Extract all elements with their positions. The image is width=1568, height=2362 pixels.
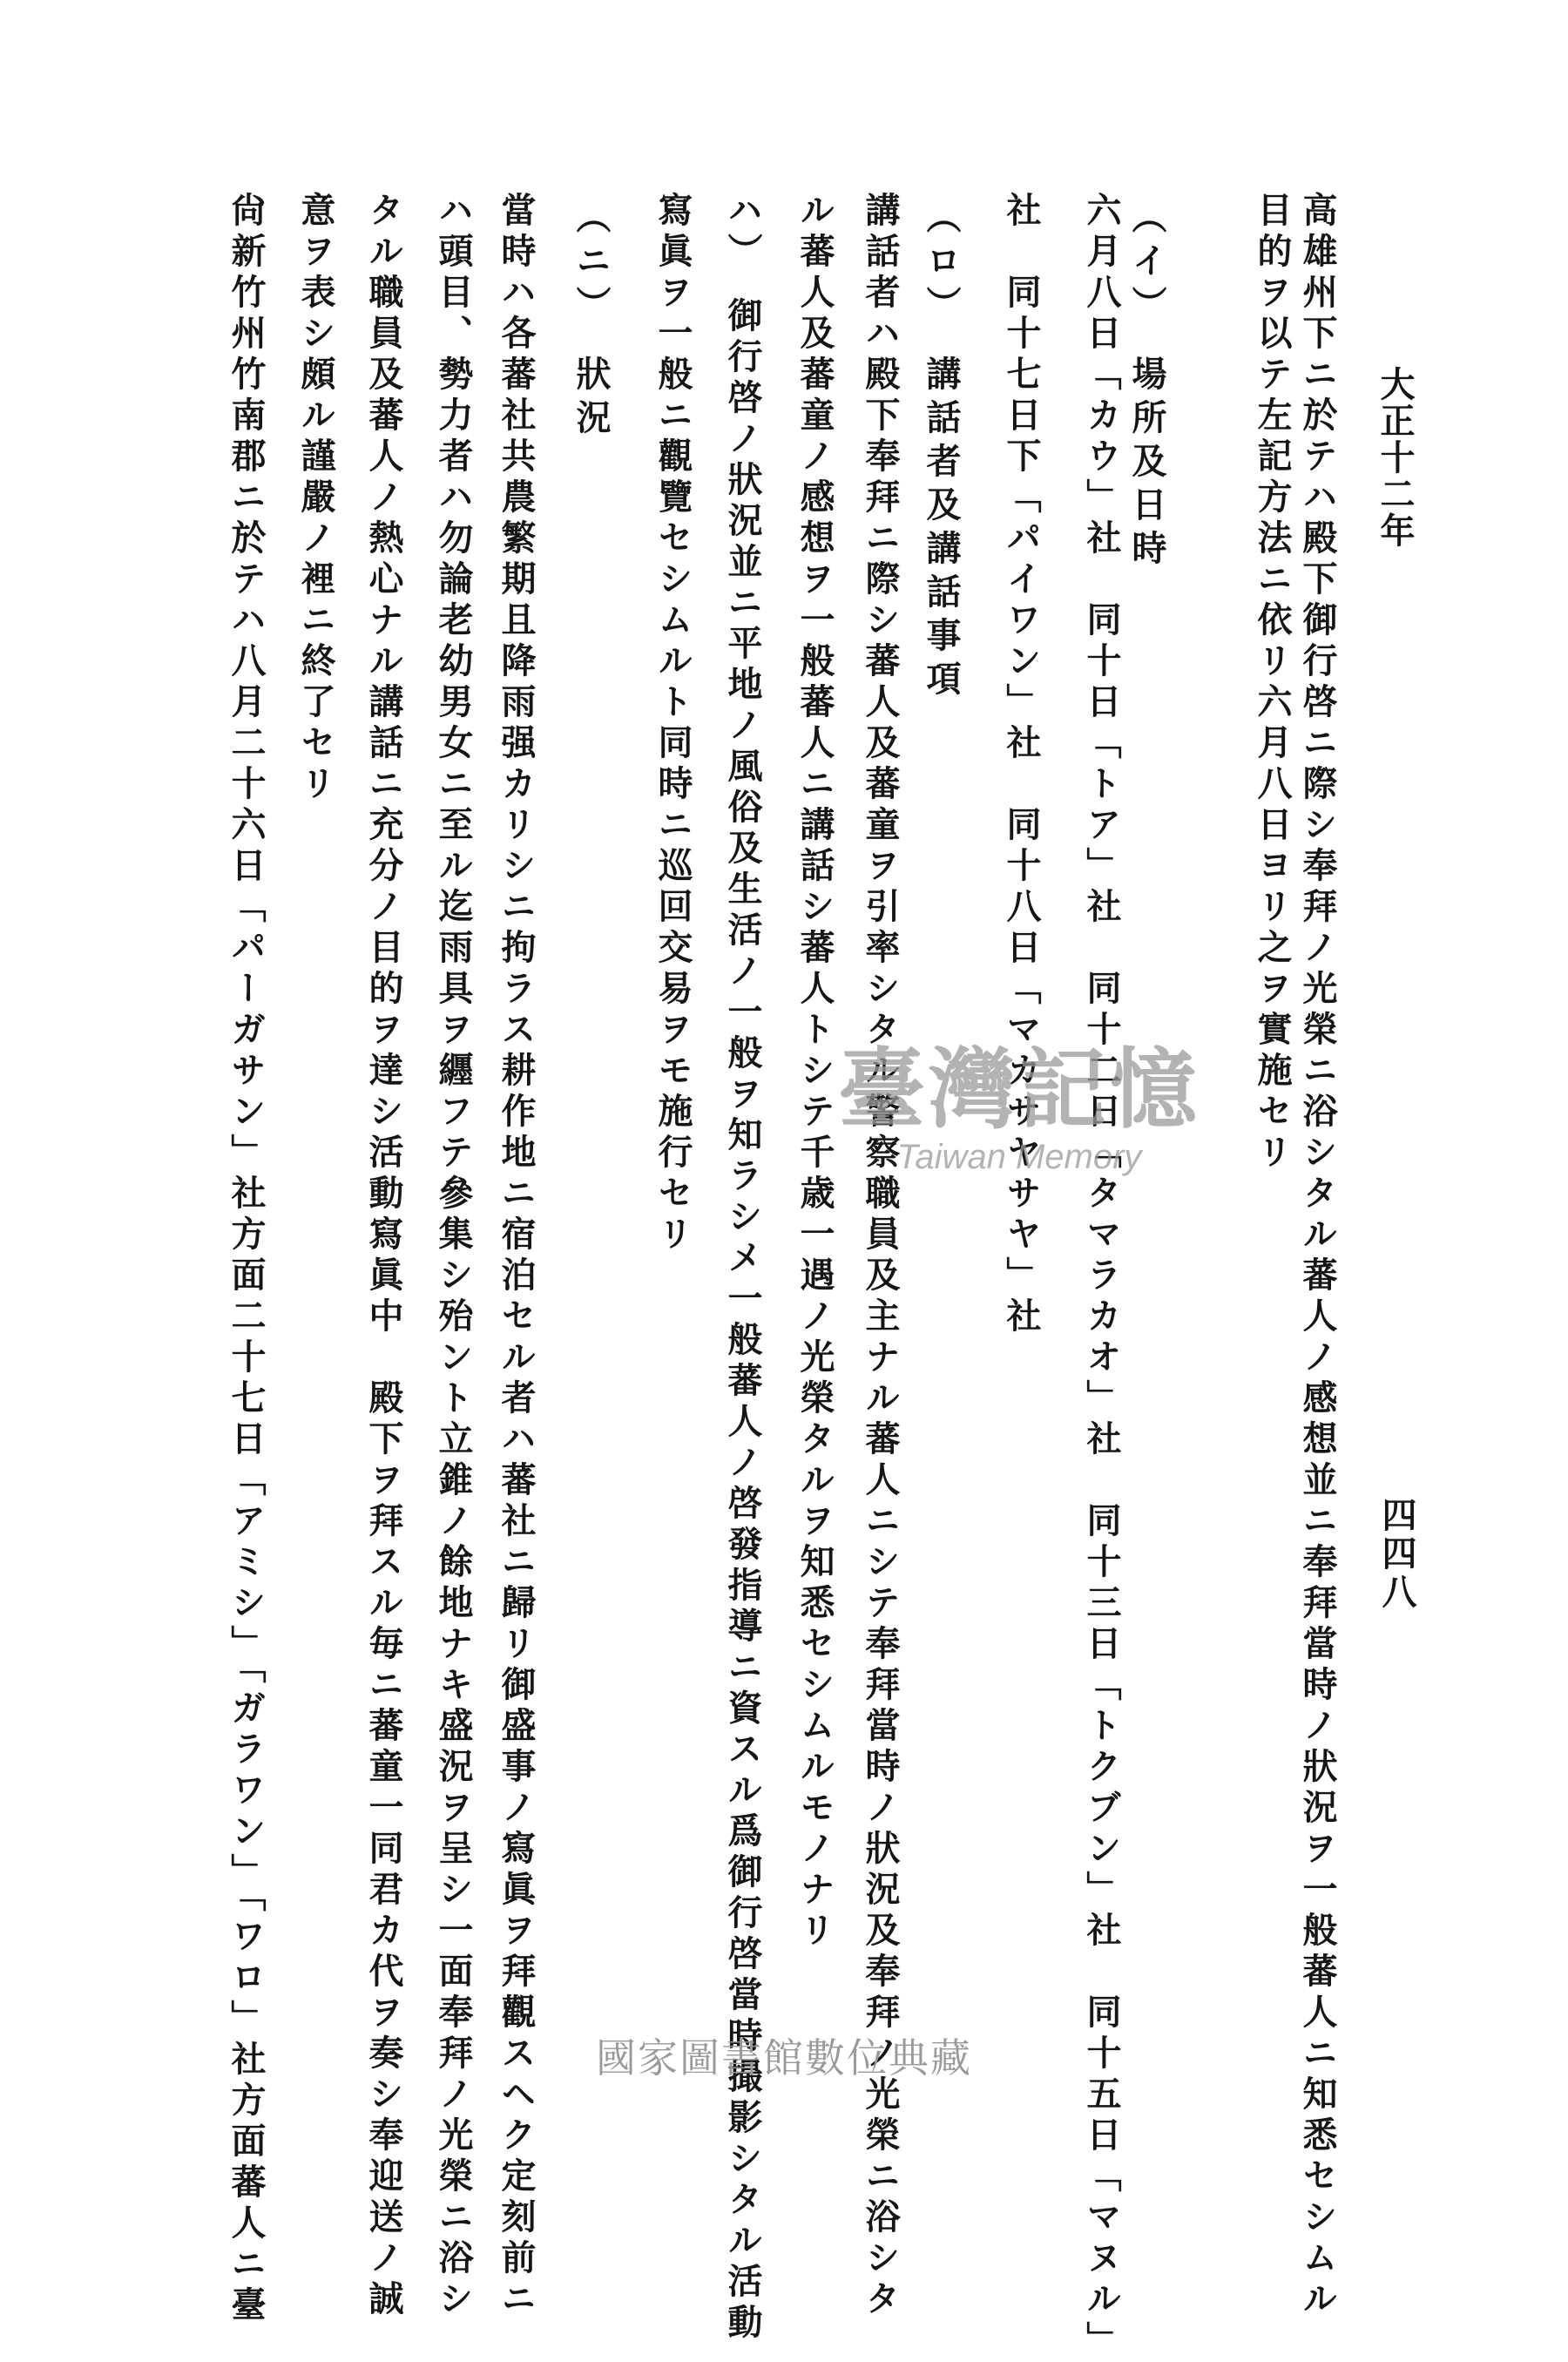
text-column-4: 六月八日「カウ」社 同十日「トア」社 同十二日「タマラカオ」社 同十三日「トクブン」社 同十五日「マヌル」 [1081,192,1122,2362]
watermark-english: Taiwan Memory [896,1138,1142,1176]
text-column-7: 講話者ハ殿下奉拜ニ際シ蕃人及蕃童ヲ引率シタル警察職員及主ナル蕃人ニシテ奉拜當時ノ狀況及奉拜ノ光榮ニ浴シタ [860,192,901,2321]
text-column-16: 尙新竹州竹南郡ニ於テハ八月二十六日「パーガサン」社方面二十七日「アミシ」「ガラワン」「ワロ」社方面蕃人ニ臺 [226,192,267,2327]
text-column-2: 目的ヲ以テ左記方法ニ依リ六月八日ヨリ之ヲ實施セリ [1252,192,1293,1174]
text-column-15: 意ヲ表シ頗ル謹嚴ノ裡ニ終了セリ [295,192,336,806]
text-column-5: 社 同十七日下「パイワン」社 同十八日「マカサヤサヤ」社 [1001,192,1042,1338]
footer-archive-mark: 國家圖書館數位典藏 [596,2034,972,2081]
text-column-13: ハ頭目、勢力者ハ勿論老幼男女ニ至ル迄雨具ヲ纒フテ參集シ殆ント立錐ノ餘地ナキ盛況ヲ呈シ一面奉拜ノ光榮ニ浴シ [433,192,474,2321]
text-column-9: ハ） 御行啓ノ狀況並ニ平地ノ風俗及生活ノ一般ヲ知ラシメ一般蕃人ノ啓發指導ニ資スル爲御行啓當時撮影シタル活動 [722,192,763,2345]
section-heading-ni: （ニ） 狀況 [571,199,612,443]
text-column-14: タル職員及蕃人ノ熱心ナル講話ニ充分ノ目的ヲ達シ活動寫眞中 殿下ヲ拜スル毎ニ蕃童一同君カ代ヲ奏シ奉迎送ノ誠 [363,192,404,2321]
page-number: 四四八 [1376,1497,1417,1612]
section-heading-ro: （ロ） 講話者及講話事項 [921,199,962,704]
section-heading-i: （イ） 場所及日時 [1126,199,1167,573]
text-column-8: ル蕃人及蕃童ノ感想ヲ一般蕃人ニ講話シ蕃人トシテ千歳一遇ノ光榮タルヲ知悉セシムルモノナリ [794,192,835,1953]
text-column-10: 寫眞ヲ一般ニ觀覽セシムルト同時ニ巡回交易ヲモ施行セリ [652,192,693,1256]
text-column-12: 當時ハ各蕃社共農繁期且降雨强カリシニ拘ラス耕作地ニ宿泊セル者ハ蕃社ニ歸リ御盛事ノ寫眞ヲ拜觀スヘク定刻前ニ [496,192,537,2321]
text-column-1: 高雄州下ニ於テハ殿下御行啓ニ際シ奉拜ノ光榮ニ浴シタル蕃人ノ感想並ニ奉拜當時ノ狀況ヲ一般蕃人ニ知悉セシムル [1297,192,1338,2321]
header-year: 大正十二年 [1375,366,1416,549]
watermark-logo [810,1019,1228,1177]
watermark-chinese: 臺灣記憶 [838,1038,1200,1140]
